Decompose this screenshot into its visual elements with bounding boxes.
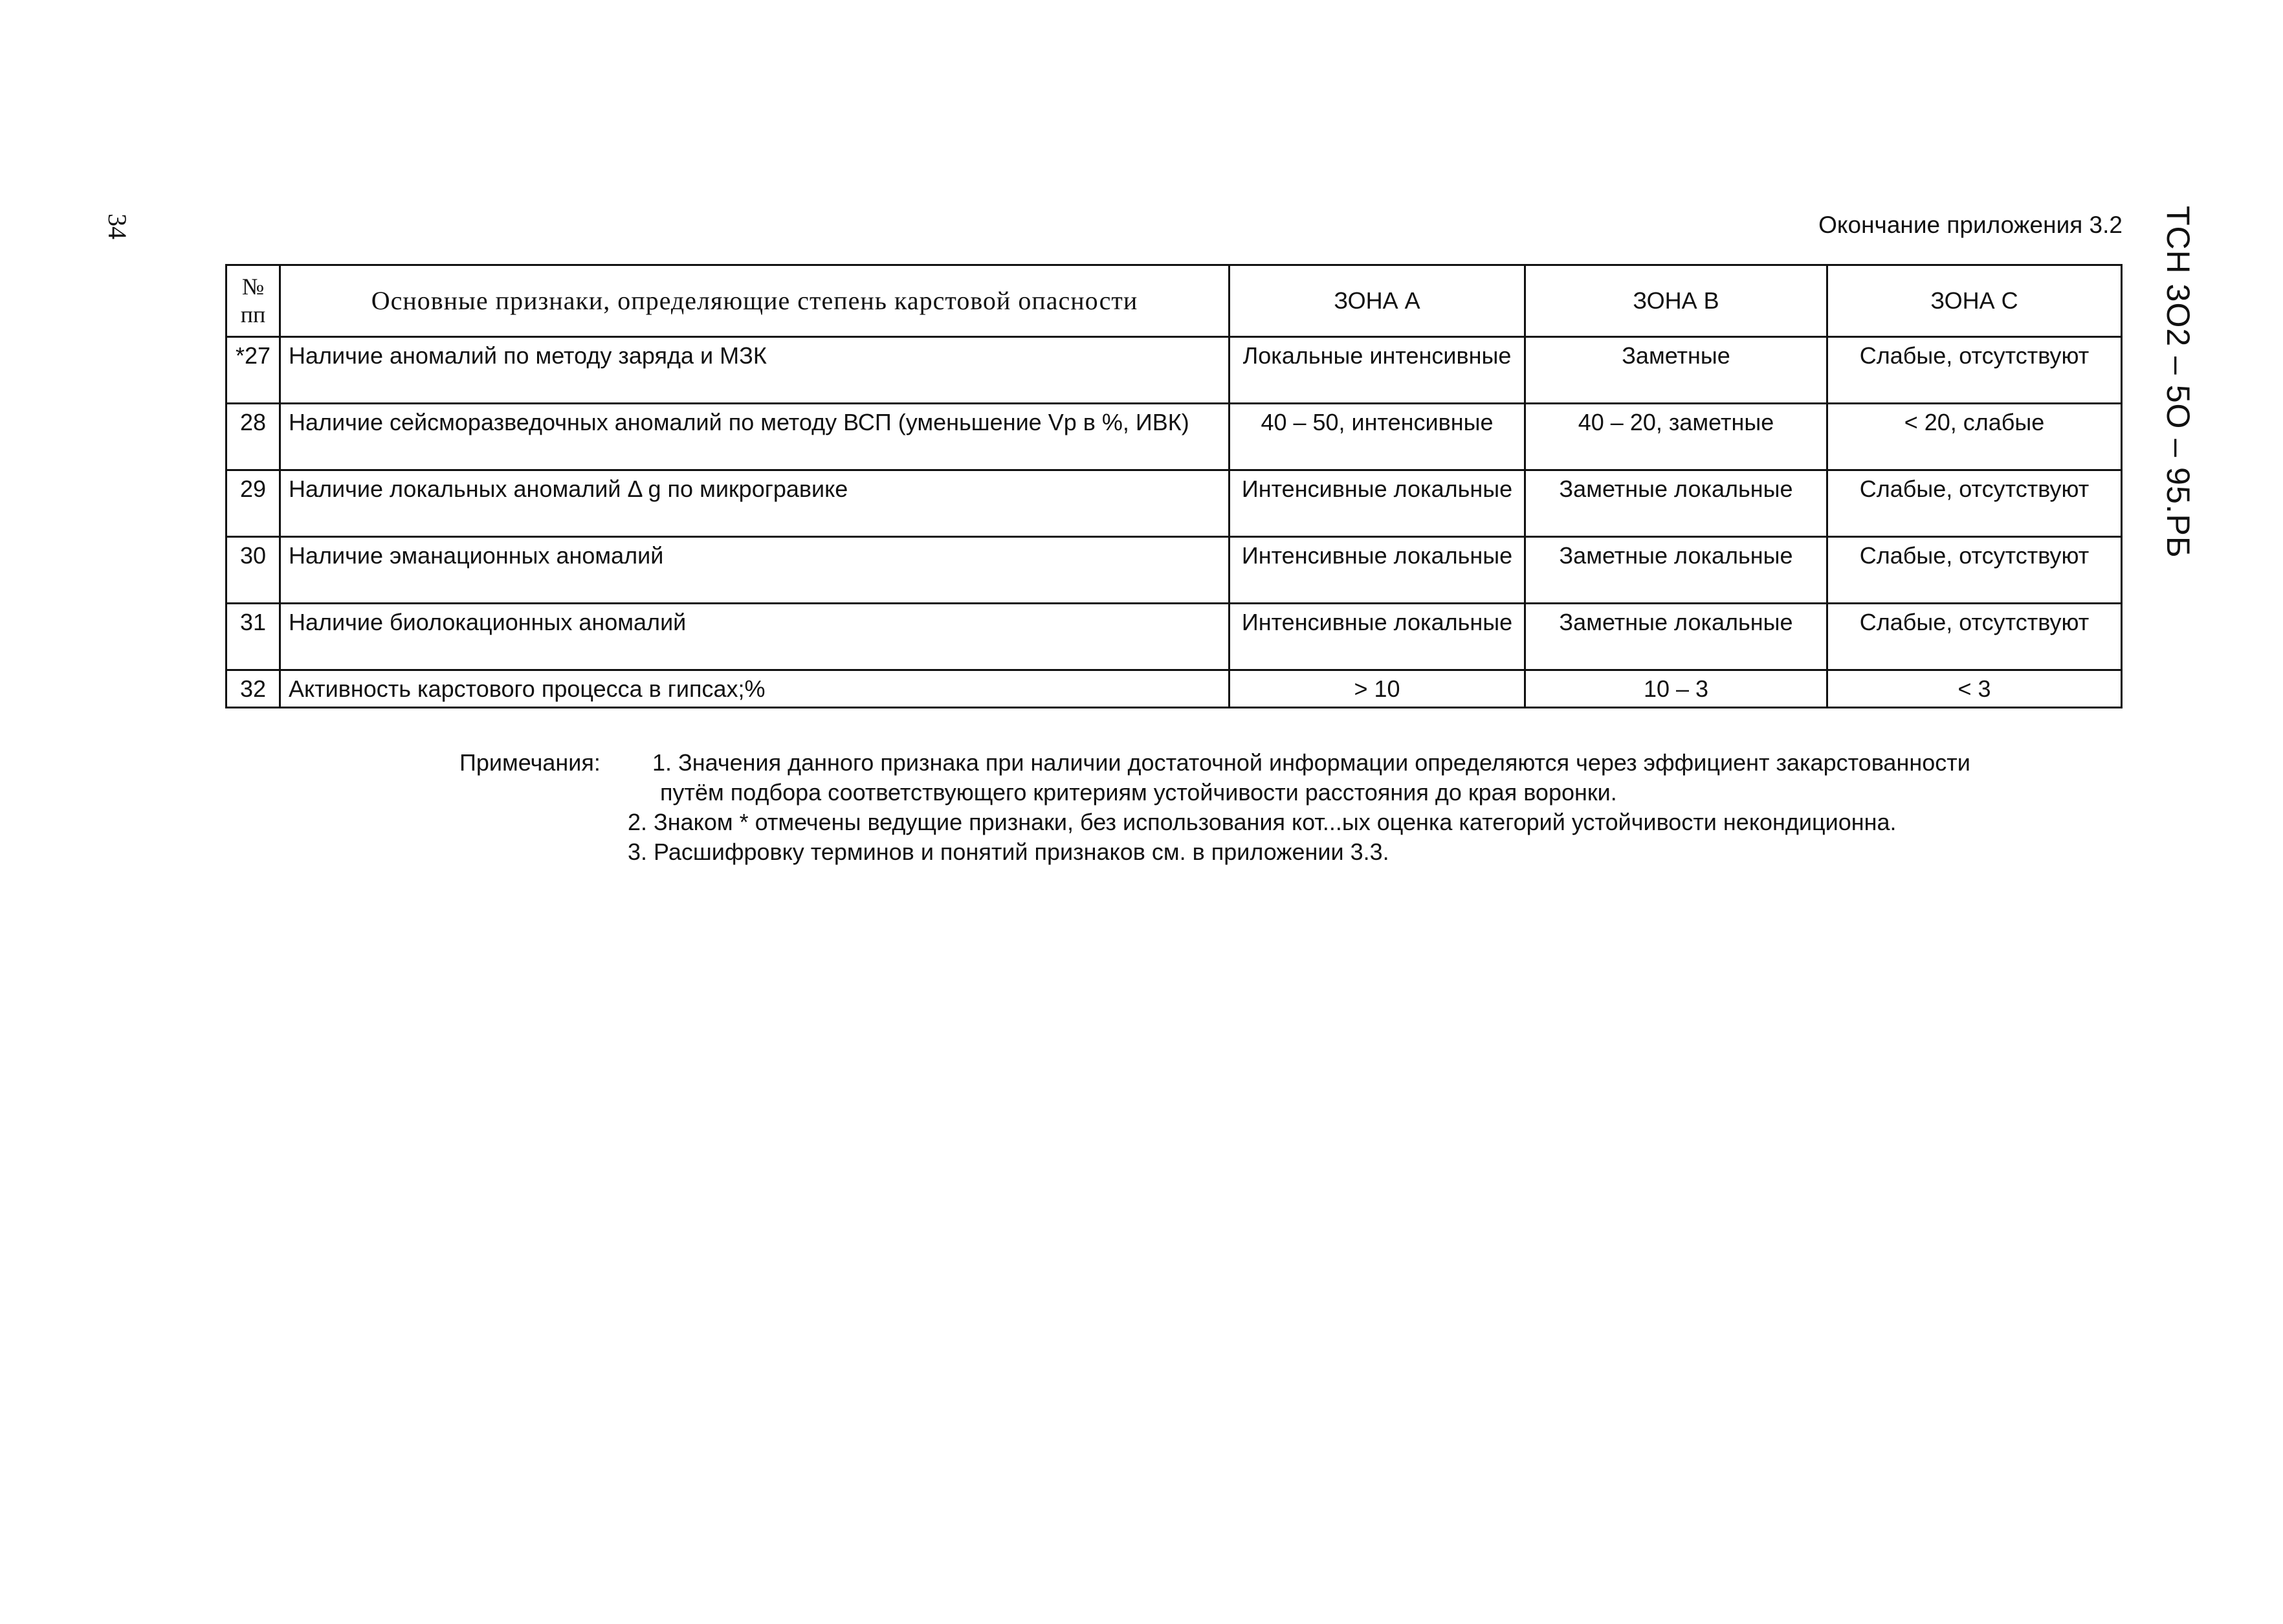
row-number: 29 bbox=[226, 470, 280, 537]
row-zone-a: Интенсивные локальные bbox=[1230, 604, 1525, 670]
row-sign: Наличие аномалий по методу заряда и МЗК bbox=[280, 337, 1230, 404]
row-zone-b: Заметные локальные bbox=[1525, 537, 1827, 604]
row-number: 31 bbox=[226, 604, 280, 670]
table-row bbox=[226, 470, 2122, 537]
row-zone-b: 40 – 20, заметные bbox=[1525, 404, 1827, 470]
row-zone-b: Заметные bbox=[1525, 337, 1827, 404]
note-item: 3. Расшифровку терминов и понятий признаков см. в приложении 3.3. bbox=[628, 839, 1389, 865]
note-item: 2. Знаком * отмечены ведущие признаки, без использования кот...ых оценка категорий устойчивости некондиционна. bbox=[628, 809, 1897, 835]
row-number: 28 bbox=[226, 404, 280, 470]
row-zone-a: Интенсивные локальные bbox=[1230, 537, 1525, 604]
row-zone-a: 40 – 50, интенсивные bbox=[1230, 404, 1525, 470]
table-row bbox=[226, 604, 2122, 670]
header-num: № пп bbox=[226, 265, 280, 337]
row-zone-c: Слабые, отсутствуют bbox=[1827, 537, 2122, 604]
row-zone-a: Интенсивные локальные bbox=[1230, 470, 1525, 537]
header-zone-b: ЗОНА В bbox=[1525, 265, 1827, 337]
notes-label: Примечания: bbox=[459, 749, 601, 776]
row-zone-c: < 3 bbox=[1827, 670, 2122, 708]
row-sign: Наличие локальных аномалий Δ g по микрогравике bbox=[280, 470, 1230, 537]
row-zone-c: Слабые, отсутствуют bbox=[1827, 470, 2122, 537]
row-zone-c: Слабые, отсутствуют bbox=[1827, 337, 2122, 404]
row-sign: Наличие биолокационных аномалий bbox=[280, 604, 1230, 670]
row-zone-a: > 10 bbox=[1230, 670, 1525, 708]
row-sign: Наличие сейсморазведочных аномалий по методу ВСП (уменьшение Vp в %, ИВК) bbox=[280, 404, 1230, 470]
row-zone-c: < 20, слабые bbox=[1827, 404, 2122, 470]
table-row bbox=[226, 404, 2122, 470]
row-zone-b: 10 – 3 bbox=[1525, 670, 1827, 708]
header-zone-a: ЗОНА А bbox=[1230, 265, 1525, 337]
row-zone-c: Слабые, отсутствуют bbox=[1827, 604, 2122, 670]
criteria-table bbox=[225, 264, 2123, 708]
row-sign: Активность карстового процесса в гипсах;% bbox=[280, 670, 1230, 708]
appendix-title: Окончание приложения 3.2 bbox=[1818, 212, 2123, 238]
table-row bbox=[226, 337, 2122, 404]
table-header-row bbox=[226, 265, 2122, 337]
document-code: ТСН 3О2 – 5О – 95.РБ bbox=[2160, 206, 2196, 558]
row-number: 32 bbox=[226, 670, 280, 708]
table-row bbox=[226, 670, 2122, 708]
row-zone-b: Заметные локальные bbox=[1525, 470, 1827, 537]
row-sign: Наличие эманационных аномалий bbox=[280, 537, 1230, 604]
note-line bbox=[459, 748, 1970, 778]
note-item: путём подбора соответствующего критериям устойчивости расстояния до края воронки. bbox=[660, 779, 1617, 806]
header-zone-c: ЗОНА С bbox=[1827, 265, 2122, 337]
row-number: 30 bbox=[226, 537, 280, 604]
row-number: *27 bbox=[226, 337, 280, 404]
notes-section bbox=[459, 748, 1970, 867]
table-row bbox=[226, 537, 2122, 604]
page-number: 34 bbox=[103, 214, 132, 239]
header-sign: Основные признаки, определяющие степень карстовой опасности bbox=[280, 265, 1230, 337]
row-zone-b: Заметные локальные bbox=[1525, 604, 1827, 670]
note-item: 1. Значения данного признака при наличии достаточной информации определяются через эффициент закарстованности bbox=[652, 749, 1970, 776]
row-zone-a: Локальные интенсивные bbox=[1230, 337, 1525, 404]
